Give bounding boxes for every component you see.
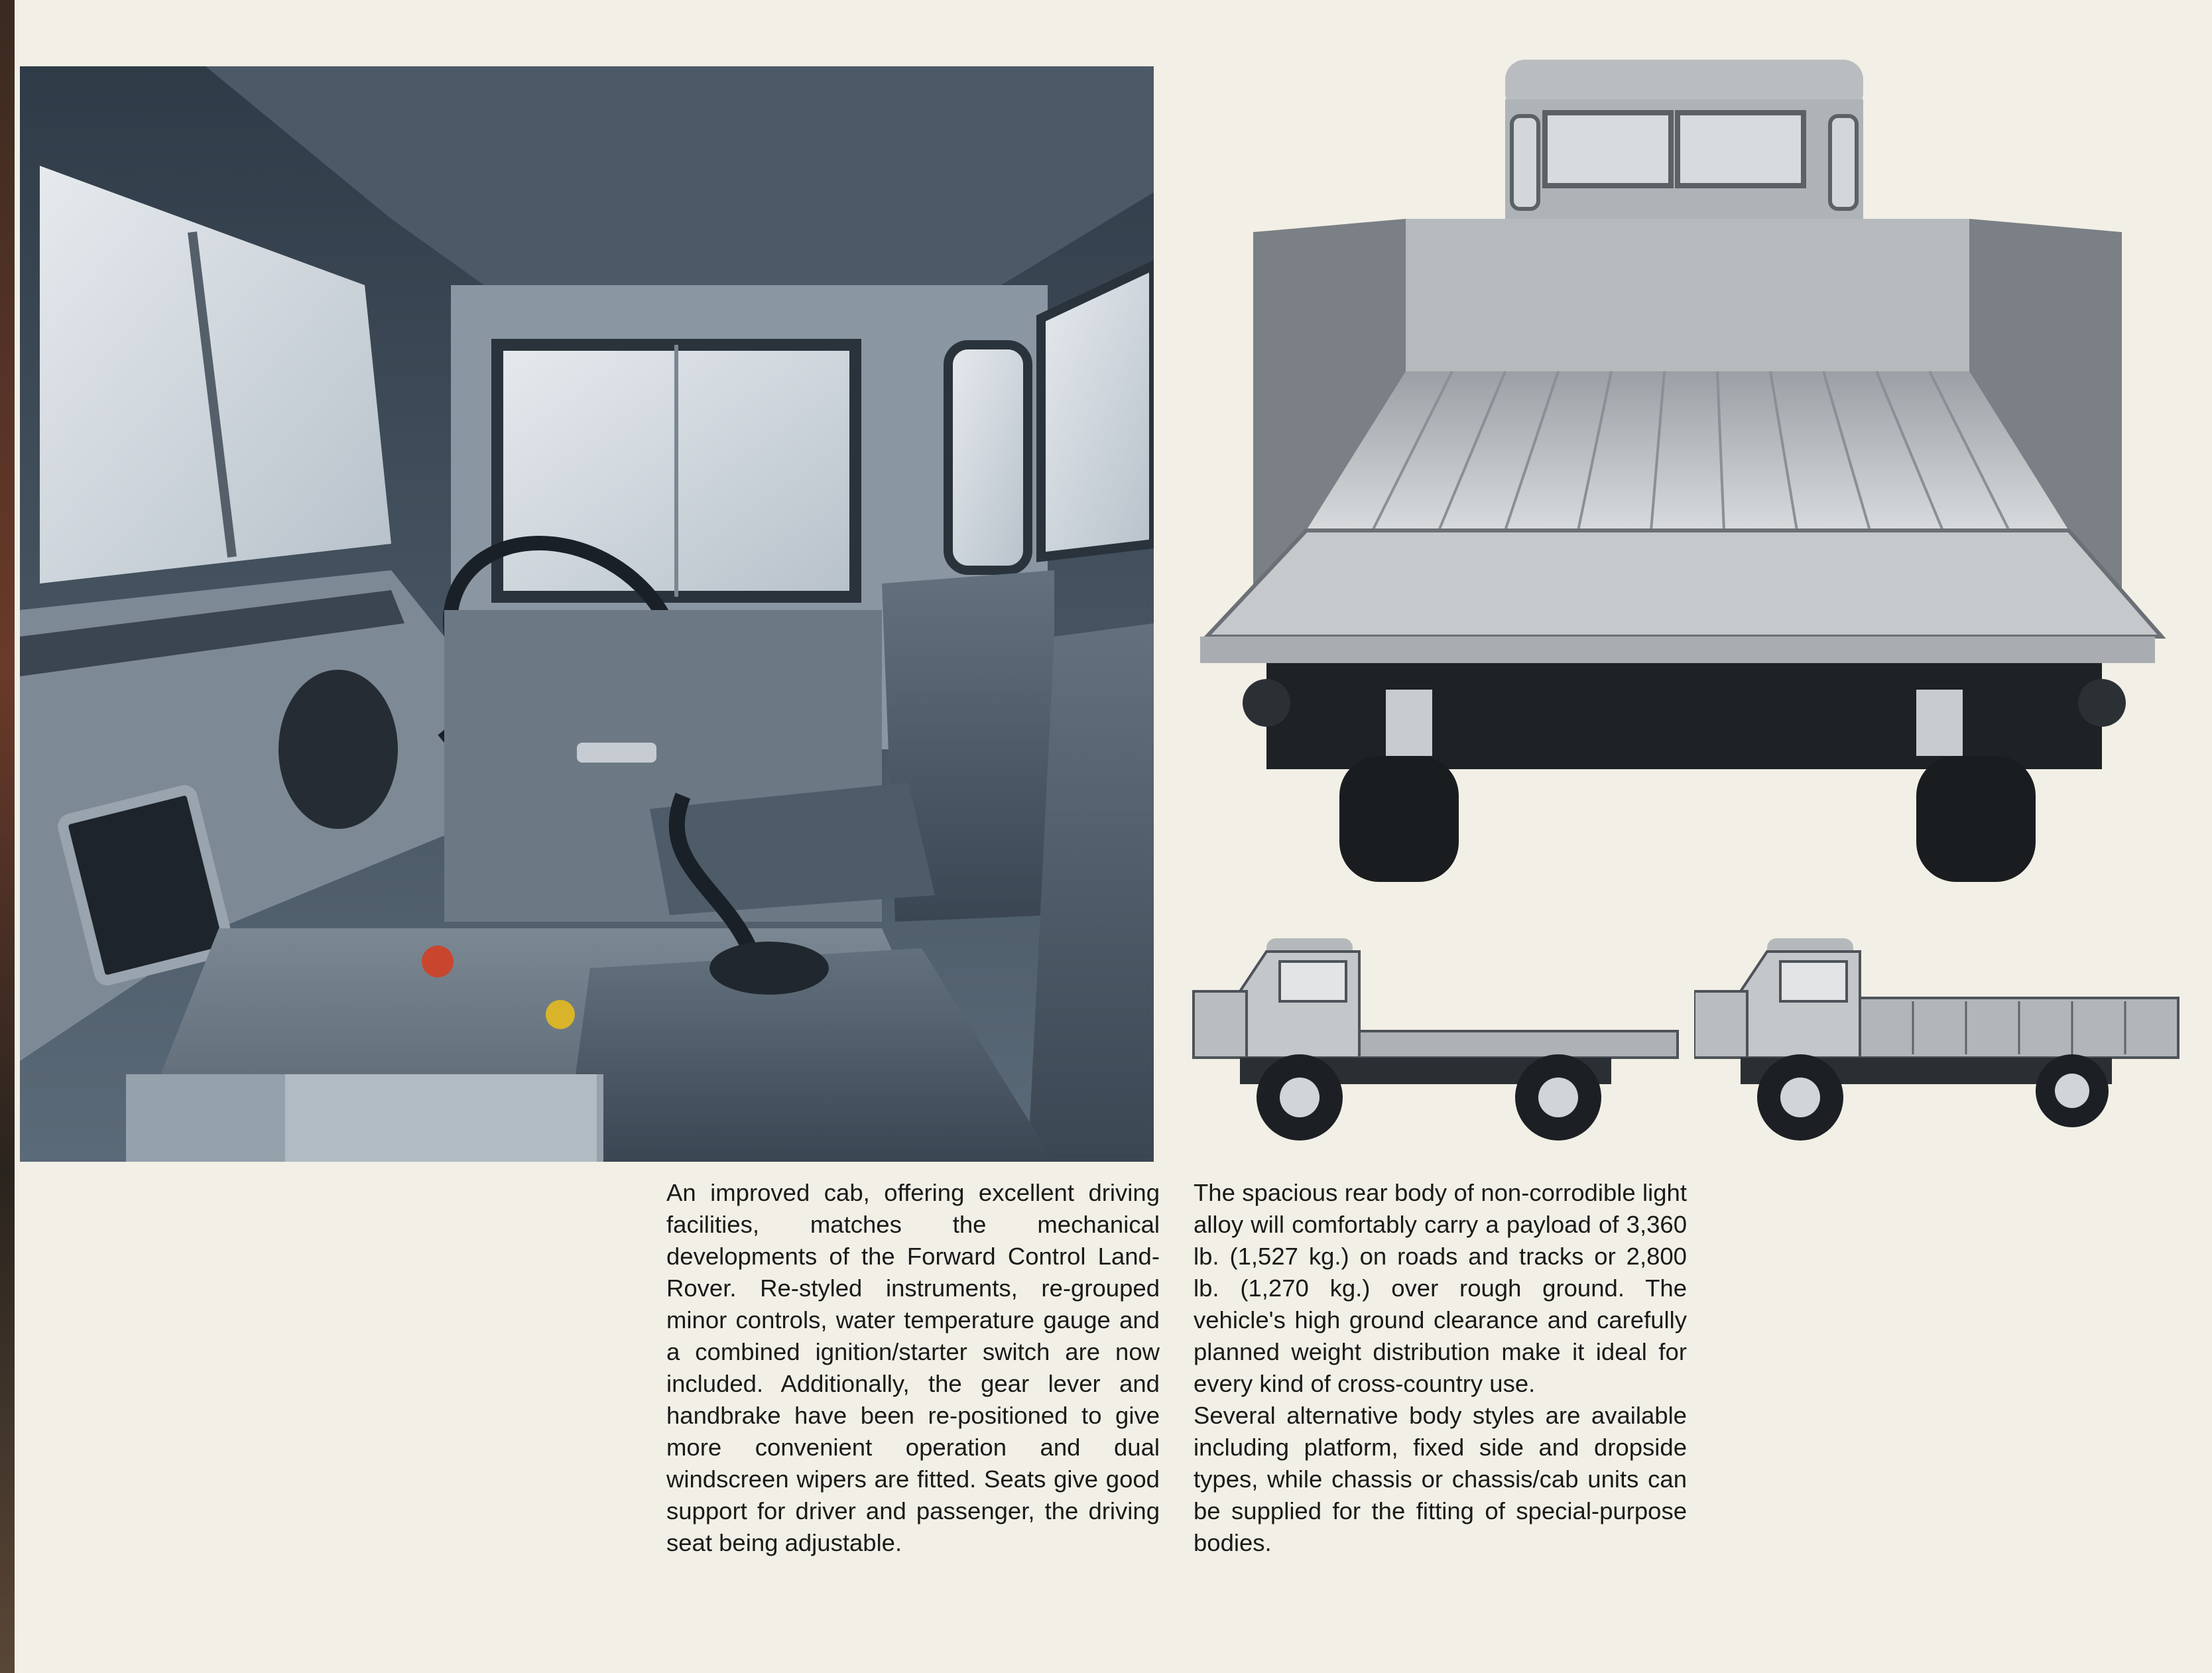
rear-body-description-paragraph-1: The spacious rear body of non-corrodible light alloy will comfortably carry a payload of 3,360 lb. (1,527 kg.) on roads and tracks or 2,800 lb. (1,270 kg.) over rough ground. The vehicle's high ground clearance and carefully planned weight distribution make it ideal for every kind of cross-country use. xyxy=(1194,1179,1687,1397)
rear-body-description-text xyxy=(1194,1177,1687,1559)
cab-description-paragraph: An improved cab, offering excellent driving facilities, matches the mechanical developments of the Forward Control Land-Rover. Re-styled instruments, re-grouped minor controls, water temperature gauge and a combined ignition/starter switch are now included. Additionally, the gear lever and handbrake have been re-positioned to give more convenient operation and dual windscreen wipers are fitted. Seats give good support for driver and passenger, the driving seat being adjustable. xyxy=(666,1179,1160,1556)
fixed-side-body-side-view xyxy=(1694,925,2185,1164)
rear-body-photo xyxy=(1187,53,2168,889)
cab-description-text xyxy=(666,1177,1160,1559)
page-edge xyxy=(0,0,15,1673)
platform-body-side-view xyxy=(1187,925,1684,1164)
cab-interior-photo xyxy=(20,66,1154,1162)
rear-body-description-paragraph-2: Several alternative body styles are available including platform, fixed side and dropside types, while chassis or chassis/cab units can be supplied for the fitting of special-purpose bodies. xyxy=(1194,1402,1687,1556)
